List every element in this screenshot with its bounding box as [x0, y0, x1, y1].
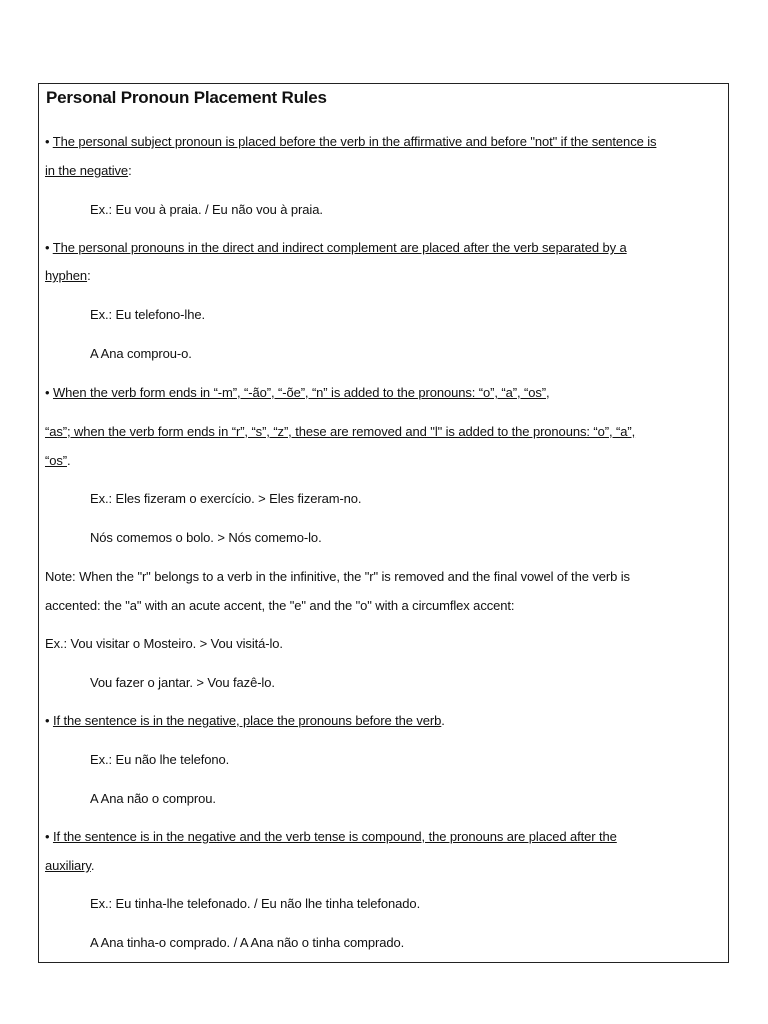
rule5-line2	[45, 858, 94, 873]
rule5-example2: A Ana tinha-o comprado. / A Ana não o tinha comprado.	[90, 935, 405, 950]
rule1-text: The personal subject pronoun is placed before the verb in the affirmative and before "not" if the sentence is	[52, 134, 657, 149]
rule2-example2: A Ana comprou-o.	[90, 346, 192, 361]
rule2-line2	[45, 268, 91, 283]
rule2-text: The personal pronouns in the direct and indirect complement are placed after the verb separated by a	[52, 240, 627, 255]
bullet: •	[45, 713, 50, 728]
rule2-line1	[45, 240, 627, 255]
rule5-example1: Ex.: Eu tinha-lhe telefonado. / Eu não lhe tinha telefonado.	[90, 896, 421, 911]
rule3-line3	[45, 453, 71, 468]
rule1-text-cont: in the negative	[45, 163, 129, 178]
rule3-text-cont: “as”; when the verb form ends in “r”, “s”, “z”, these are removed and "l" is added to the pronouns: “o”, “a”,	[45, 424, 636, 439]
rule2-text-cont: hyphen	[45, 268, 88, 283]
rule3-text: When the verb form ends in “-m”, “-ão”, “-õe”, “n” is added to the pronouns: “o”, “a”, “os”,	[52, 385, 550, 400]
rule2-example1: Ex.: Eu telefono-lhe.	[90, 307, 205, 322]
rule3-line2	[45, 424, 635, 439]
rule4-punct: .	[441, 713, 445, 728]
note-line2: accented: the "a" with an acute accent, the "e" and the "o" with a circumflex accent:	[45, 598, 515, 613]
rule1-punct: :	[128, 163, 132, 178]
rule1-example1: Ex.: Eu vou à praia. / Eu não vou à praia.	[90, 202, 323, 217]
document-frame	[38, 83, 729, 963]
bullet: •	[45, 829, 50, 844]
bullet: •	[45, 134, 50, 149]
bullet: •	[45, 385, 50, 400]
rule1-line1	[45, 134, 656, 149]
rule4-line1	[45, 713, 445, 728]
note-example2: Vou fazer o jantar. > Vou fazê-lo.	[90, 675, 275, 690]
rule1-line2	[45, 163, 132, 178]
rule3-example2: Nós comemos o bolo. > Nós comemo-lo.	[90, 530, 322, 545]
note-line1: Note: When the "r" belongs to a verb in the infinitive, the "r" is removed and the final vowel of the verb is	[45, 569, 630, 584]
rule5-text-cont: auxiliary	[45, 858, 91, 873]
rule5-punct: .	[90, 858, 95, 873]
rule5-line1	[45, 829, 617, 844]
rule5-text: If the sentence is in the negative and the verb tense is compound, the pronouns are placed after the	[52, 829, 617, 844]
rule3-line1	[45, 385, 550, 400]
rule4-example2: A Ana não o comprou.	[90, 791, 216, 806]
rule4-example1: Ex.: Eu não lhe telefono.	[90, 752, 230, 767]
rule3-text-end: “os”	[45, 453, 67, 468]
rule3-punct: .	[67, 453, 71, 468]
rule2-punct: :	[87, 268, 91, 283]
rule3-example1: Ex.: Eles fizeram o exercício. > Eles fizeram-no.	[90, 491, 362, 506]
bullet: •	[45, 240, 50, 255]
rule4-text: If the sentence is in the negative, place the pronouns before the verb	[52, 713, 442, 728]
note-example1: Ex.: Vou visitar o Mosteiro. > Vou visitá-lo.	[45, 636, 283, 651]
document-title: Personal Pronoun Placement Rules	[46, 88, 327, 107]
